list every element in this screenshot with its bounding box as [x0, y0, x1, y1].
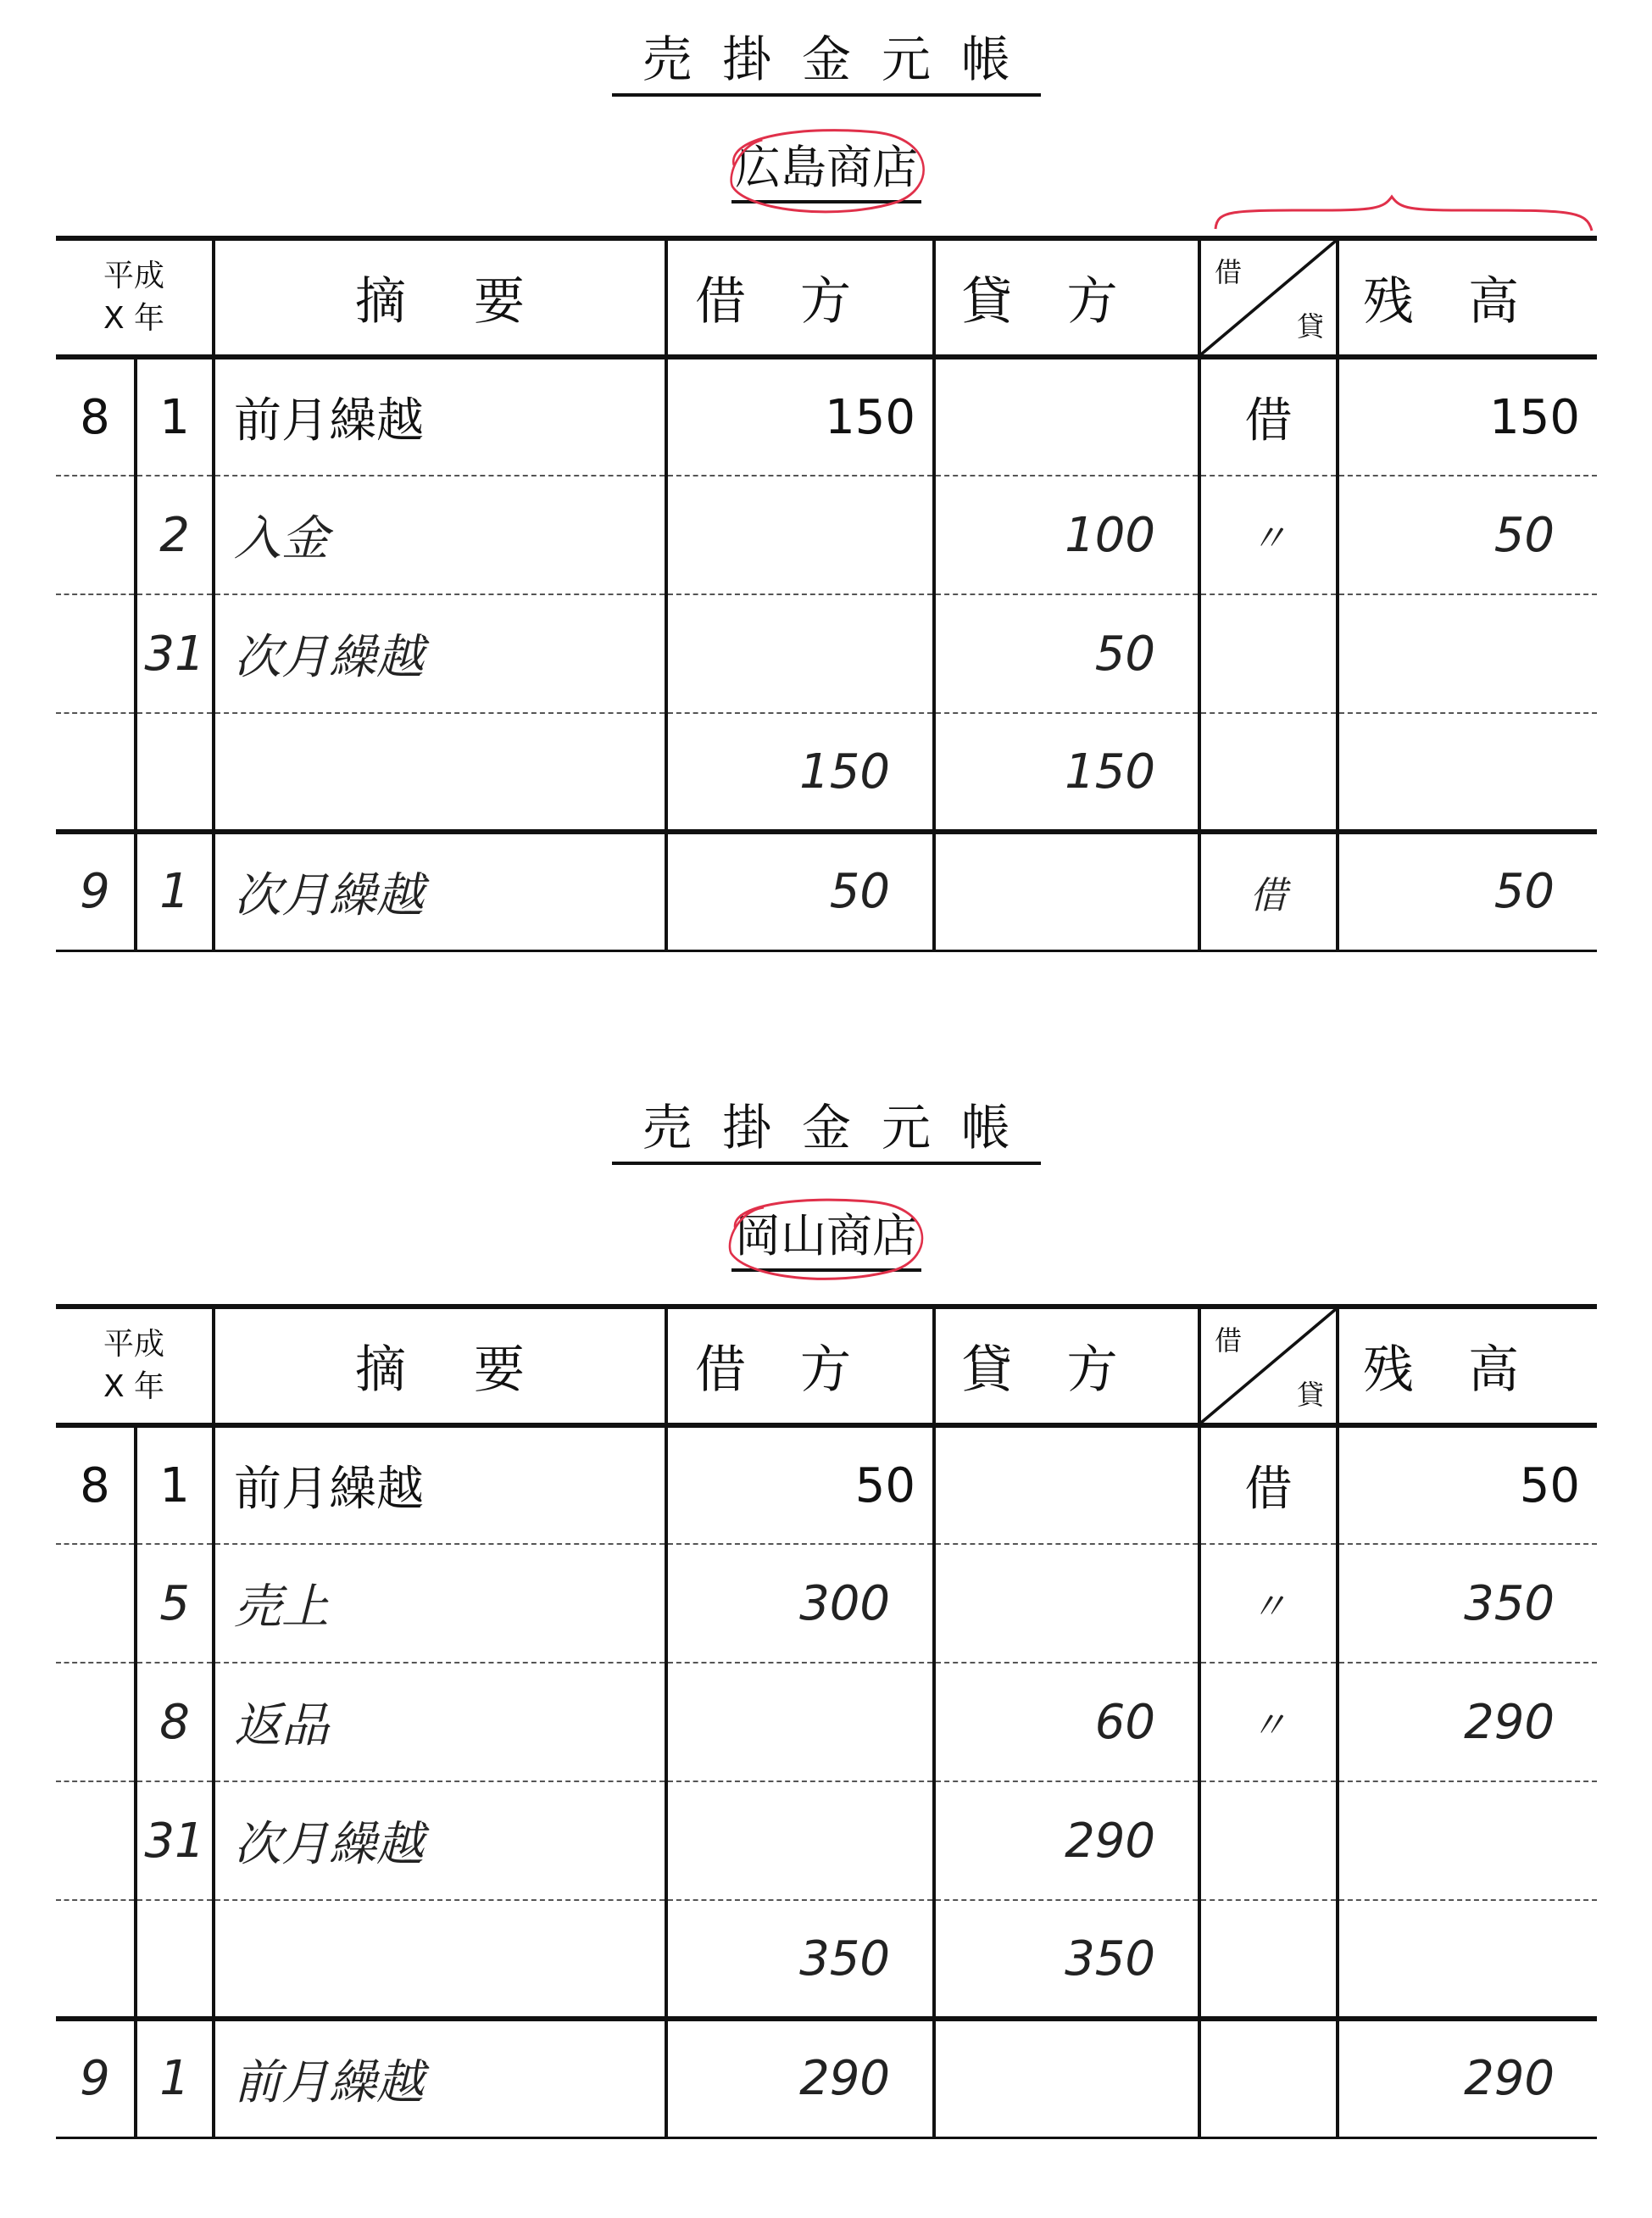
shop-name: [731, 136, 921, 203]
row-indicator: 借: [1199, 357, 1338, 476]
row-day: 1: [136, 357, 214, 476]
row-debit: 290: [666, 2019, 934, 2137]
table-row-total: [56, 1900, 1597, 2019]
row-month: [56, 713, 136, 832]
row-description: 返品: [214, 1663, 666, 1781]
row-description: 前月繰越: [214, 357, 666, 476]
row-description: 前月繰越: [214, 1425, 666, 1544]
row-balance: 50: [1338, 476, 1597, 594]
credit-header: 貸方: [934, 238, 1199, 357]
row-debit: [666, 476, 934, 594]
row-month: [56, 1781, 136, 1900]
row-description: [214, 713, 666, 832]
balance-header: 残高: [1338, 238, 1597, 357]
row-indicator: [1199, 1900, 1338, 2019]
row-month: [56, 476, 136, 594]
header-row: [56, 238, 1597, 357]
table-row: [56, 1425, 1597, 1544]
table-row: [56, 1663, 1597, 1781]
row-debit: 150: [666, 713, 934, 832]
row-debit: 50: [666, 832, 934, 950]
row-balance: [1338, 713, 1597, 832]
row-indicator: 借: [1199, 832, 1338, 950]
table-row-total: [56, 713, 1597, 832]
row-balance: [1338, 1900, 1597, 2019]
debit-header: 借方: [666, 238, 934, 357]
row-month: 9: [56, 2019, 136, 2137]
ledger-title: [56, 1094, 1597, 1170]
shop-name: [731, 1204, 921, 1272]
row-indicator: [1199, 1781, 1338, 1900]
row-debit: [666, 594, 934, 713]
debit-header: 借方: [666, 1307, 934, 1425]
row-day: 31: [136, 594, 214, 713]
row-description: 入金: [214, 476, 666, 594]
indicator-credit-label: 貸: [1297, 310, 1325, 343]
row-credit: 50: [934, 594, 1199, 713]
row-day: 5: [136, 1544, 214, 1663]
table-row: [56, 594, 1597, 713]
row-credit: [934, 1425, 1199, 1544]
shop-name-block: [56, 1204, 1597, 1280]
red-circle-mark: [720, 127, 933, 212]
row-indicator: [1199, 594, 1338, 713]
row-credit: [934, 357, 1199, 476]
ledger-title: [56, 25, 1597, 102]
row-credit: 290: [934, 1781, 1199, 1900]
row-balance: 50: [1338, 832, 1597, 950]
row-balance: 350: [1338, 1544, 1597, 1663]
row-debit: 350: [666, 1900, 934, 2019]
row-credit: 350: [934, 1900, 1199, 2019]
row-credit: 150: [934, 713, 1199, 832]
row-month: 9: [56, 832, 136, 950]
row-day: 1: [136, 2019, 214, 2137]
row-indicator: 借: [1199, 1425, 1338, 1544]
row-day: 2: [136, 476, 214, 594]
row-month: [56, 1663, 136, 1781]
red-circle-mark: [720, 1195, 933, 1280]
row-description: 次月繰越: [214, 1781, 666, 1900]
row-month: [56, 594, 136, 713]
row-debit: 50: [666, 1425, 934, 1544]
debit-credit-indicator-header: [1199, 238, 1338, 357]
row-day: [136, 713, 214, 832]
table-row-carried: [56, 2019, 1597, 2137]
row-balance: 290: [1338, 2019, 1597, 2137]
row-debit: 150: [666, 357, 934, 476]
row-indicator: [1199, 713, 1338, 832]
row-credit: 60: [934, 1663, 1199, 1781]
row-description: 前月繰越: [214, 2019, 666, 2137]
debit-credit-indicator-header: [1199, 1307, 1338, 1425]
indicator-debit-label: 借: [1215, 1324, 1243, 1357]
era-line1: 平成: [103, 259, 165, 293]
row-debit: 300: [666, 1544, 934, 1663]
ledger-title-text: 売掛金元帳: [612, 1094, 1041, 1165]
indicator-credit-label: 貸: [1297, 1379, 1325, 1411]
row-description: [214, 1900, 666, 2019]
row-day: 1: [136, 832, 214, 950]
row-description: 次月繰越: [214, 594, 666, 713]
row-indicator: 〃: [1199, 476, 1338, 594]
balance-header: 残高: [1338, 1307, 1597, 1425]
row-month: 8: [56, 1425, 136, 1544]
row-credit: [934, 1544, 1199, 1663]
table-row: [56, 357, 1597, 476]
row-day: 1: [136, 1425, 214, 1544]
row-description: 次月繰越: [214, 832, 666, 950]
ledger-table: [56, 1304, 1597, 2139]
table-row-carried: [56, 832, 1597, 950]
row-credit: [934, 2019, 1199, 2137]
row-debit: [666, 1781, 934, 1900]
description-header: 摘要: [214, 238, 666, 357]
era-line1: 平成: [103, 1327, 165, 1362]
row-balance: 290: [1338, 1663, 1597, 1781]
description-header: 摘要: [214, 1307, 666, 1425]
row-balance: [1338, 594, 1597, 713]
row-description: 売上: [214, 1544, 666, 1663]
ledger-title-text: 売掛金元帳: [612, 25, 1041, 97]
row-day: 31: [136, 1781, 214, 1900]
red-brace-mark: [1214, 195, 1595, 237]
era-header: [56, 238, 214, 357]
row-debit: [666, 1663, 934, 1781]
indicator-debit-label: 借: [1215, 256, 1243, 288]
row-month: 8: [56, 357, 136, 476]
row-indicator: 〃: [1199, 1663, 1338, 1781]
table-row: [56, 1781, 1597, 1900]
era-line2: X 年: [103, 1369, 165, 1404]
row-indicator: [1199, 2019, 1338, 2137]
row-day: 8: [136, 1663, 214, 1781]
shop-name-text: 岡山商店: [735, 1209, 918, 1262]
row-balance: [1338, 1781, 1597, 1900]
era-header: [56, 1307, 214, 1425]
shop-name-text: 広島商店: [735, 141, 918, 194]
table-row: [56, 1544, 1597, 1663]
row-credit: 100: [934, 476, 1199, 594]
credit-header: 貸方: [934, 1307, 1199, 1425]
row-indicator: 〃: [1199, 1544, 1338, 1663]
row-credit: [934, 832, 1199, 950]
row-month: [56, 1544, 136, 1663]
row-day: [136, 1900, 214, 2019]
row-balance: 150: [1338, 357, 1597, 476]
row-balance: 50: [1338, 1425, 1597, 1544]
table-row: [56, 476, 1597, 594]
era-line2: X 年: [103, 301, 165, 336]
row-month: [56, 1900, 136, 2019]
header-row: [56, 1307, 1597, 1425]
ledger-table: [56, 236, 1597, 952]
